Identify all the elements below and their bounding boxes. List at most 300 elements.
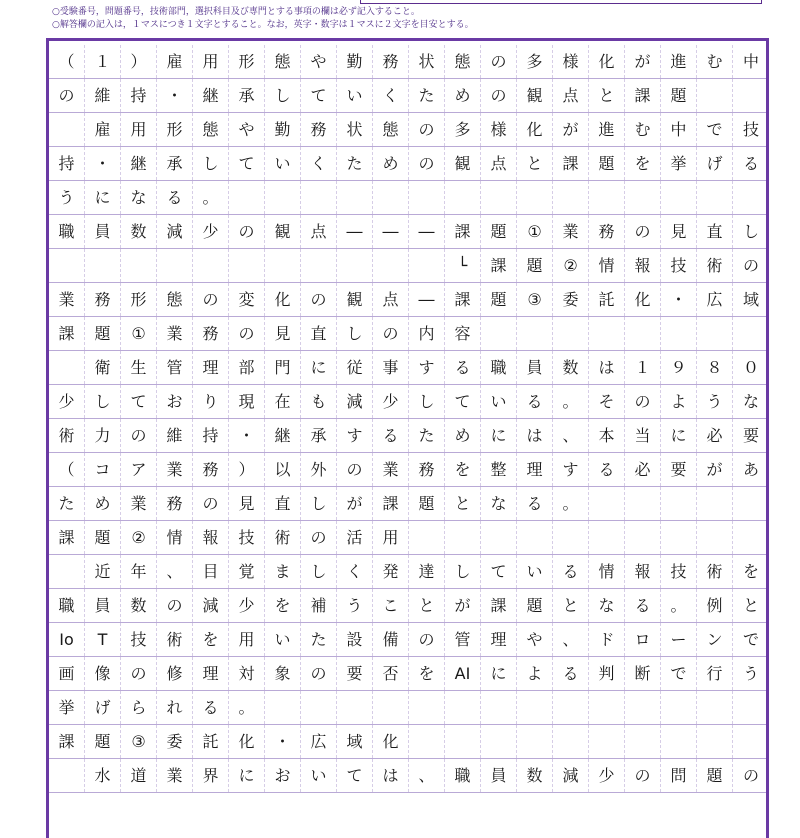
grid-cell: 題 (85, 317, 121, 350)
grid-cell: 維 (85, 79, 121, 112)
grid-cell: 点 (553, 79, 589, 112)
grid-cell (409, 521, 445, 554)
grid-cell (481, 317, 517, 350)
grid-cell: た (409, 419, 445, 452)
header-entry-box (360, 0, 762, 4)
grid-cell: ― (409, 215, 445, 248)
grid-cell (733, 725, 769, 758)
grid-cell: 題 (517, 589, 553, 622)
grid-cell: 中 (661, 113, 697, 146)
grid-cell: 修 (157, 657, 193, 690)
grid-cell: を (742, 561, 759, 581)
grid-cell (553, 691, 589, 724)
grid-cell: の (481, 79, 517, 112)
grid-cell: 画 (49, 657, 85, 690)
grid-cell: い (265, 147, 301, 180)
grid-cell: 多 (517, 45, 553, 78)
grid-row (49, 181, 769, 215)
grid-cell: 部 (229, 351, 265, 384)
grid-cell: に (301, 351, 337, 384)
grid-cell (265, 181, 301, 214)
grid-cell: 維 (157, 419, 193, 452)
grid-row (49, 351, 769, 385)
grid-cell: 状 (337, 113, 373, 146)
grid-cell (661, 181, 697, 214)
grid-cell: す (409, 351, 445, 384)
grid-cell: 中 (742, 51, 759, 71)
grid-cell: 員 (85, 215, 121, 248)
grid-cell: 題 (85, 725, 121, 758)
grid-cell: を (445, 453, 481, 486)
grid-cell (409, 249, 445, 282)
grid-cell: 化 (265, 283, 301, 316)
grid-cell: ） (229, 453, 265, 486)
grid-cell: 託 (589, 283, 625, 316)
grid-cell: 減 (193, 589, 229, 622)
grid-cell (697, 79, 733, 112)
grid-cell (229, 249, 265, 282)
grid-cell: め (373, 147, 409, 180)
grid-cell: の (742, 255, 759, 275)
grid-cell: 務 (301, 113, 337, 146)
grid-cell (301, 181, 337, 214)
grid-cell: 直 (265, 487, 301, 520)
grid-cell: 数 (121, 215, 157, 248)
grid-cell: し (337, 317, 373, 350)
grid-cell: し (265, 79, 301, 112)
grid-cell (697, 725, 733, 758)
grid-cell: 減 (157, 215, 193, 248)
grid-cell: 委 (157, 725, 193, 758)
grid-cell: 業 (157, 317, 193, 350)
grid-cell: め (445, 419, 481, 452)
grid-cell: 報 (625, 249, 661, 282)
grid-cell: 多 (445, 113, 481, 146)
grid-cell: や (229, 113, 265, 146)
grid-cell: T (85, 623, 121, 656)
grid-cell: 化 (373, 725, 409, 758)
grid-cell: １ (625, 351, 661, 384)
grid-cell: 要 (337, 657, 373, 690)
grid-cell: 雇 (157, 45, 193, 78)
grid-cell: 報 (625, 555, 661, 588)
grid-cell: 理 (517, 453, 553, 486)
grid-cell: 点 (481, 147, 517, 180)
grid-cell: で (661, 657, 697, 690)
grid-cell: な (481, 487, 517, 520)
grid-cell: 。 (661, 589, 697, 622)
grid-row (49, 283, 769, 317)
grid-cell: 業 (49, 283, 85, 316)
grid-cell: 務 (193, 317, 229, 350)
grid-cell (301, 249, 337, 282)
grid-cell: ③ (517, 283, 553, 316)
grid-cell: 変 (229, 283, 265, 316)
grid-cell (625, 691, 661, 724)
grid-cell (517, 691, 553, 724)
grid-cell: 化 (229, 725, 265, 758)
grid-cell: 業 (553, 215, 589, 248)
grid-cell (481, 725, 517, 758)
grid-cell: 形 (121, 283, 157, 316)
grid-cell: と (553, 589, 589, 622)
grid-cell: 、 (553, 623, 589, 656)
grid-cell (481, 181, 517, 214)
grid-cell: 力 (85, 419, 121, 452)
grid-cell: の (409, 623, 445, 656)
grid-cell (589, 181, 625, 214)
grid-cell: 観 (517, 79, 553, 112)
grid-cell: 情 (589, 555, 625, 588)
grid-cell (373, 181, 409, 214)
grid-cell: ９ (661, 351, 697, 384)
grid-cell: 近 (85, 555, 121, 588)
grid-cell: 生 (121, 351, 157, 384)
grid-cell: Io (49, 623, 85, 656)
grid-cell: す (553, 453, 589, 486)
grid-cell: 、 (409, 759, 445, 792)
grid-cell: な (121, 181, 157, 214)
grid-row (49, 317, 769, 351)
grid-cell: を (265, 589, 301, 622)
grid-cell (589, 521, 625, 554)
grid-cell: 承 (157, 147, 193, 180)
grid-cell (661, 725, 697, 758)
grid-cell: 化 (589, 45, 625, 78)
grid-cell: ロ (625, 623, 661, 656)
grid-cell (157, 249, 193, 282)
grid-cell (733, 487, 769, 520)
grid-cell: 題 (661, 79, 697, 112)
grid-cell: 委 (553, 283, 589, 316)
grid-cell: ・ (661, 283, 697, 316)
grid-cell: 見 (229, 487, 265, 520)
grid-cell: 事 (373, 351, 409, 384)
grid-cell: よ (661, 385, 697, 418)
grid-cell: い (517, 555, 553, 588)
grid-cell: る (589, 453, 625, 486)
grid-cell: に (85, 181, 121, 214)
grid-cell: 挙 (49, 691, 85, 724)
grid-cell (229, 181, 265, 214)
grid-cell: お (265, 759, 301, 792)
grid-cell: 員 (517, 351, 553, 384)
grid-cell: が (697, 453, 733, 486)
grid-cell: し (301, 487, 337, 520)
grid-cell: の (742, 765, 759, 785)
grid-cell: 術 (49, 419, 85, 452)
grid-cell: 持 (121, 79, 157, 112)
grid-cell: 様 (481, 113, 517, 146)
grid-cell: 題 (589, 147, 625, 180)
grid-cell: （ (49, 453, 85, 486)
grid-cell: 問 (661, 759, 697, 792)
grid-cell: の (625, 759, 661, 792)
grid-cell: に (661, 419, 697, 452)
grid-cell: 題 (85, 521, 121, 554)
grid-cell: 課 (481, 249, 517, 282)
grid-row (49, 113, 769, 147)
grid-cell: 点 (301, 215, 337, 248)
grid-cell: を (409, 657, 445, 690)
grid-cell: て (337, 759, 373, 792)
grid-cell (553, 317, 589, 350)
grid-cell: 課 (373, 487, 409, 520)
grid-cell: 行 (697, 657, 733, 690)
grid-row (49, 79, 769, 113)
grid-cell: ー (661, 623, 697, 656)
grid-cell: の (193, 487, 229, 520)
grid-cell: い (337, 79, 373, 112)
grid-cell (661, 521, 697, 554)
grid-cell: 務 (373, 45, 409, 78)
grid-cell: 務 (589, 215, 625, 248)
grid-cell: ０ (742, 357, 759, 377)
grid-cell: 雇 (85, 113, 121, 146)
grid-cell: ） (121, 45, 157, 78)
grid-cell (697, 487, 733, 520)
grid-cell: と (409, 589, 445, 622)
grid-cell: の (157, 589, 193, 622)
grid-cell: 観 (337, 283, 373, 316)
grid-cell: る (517, 385, 553, 418)
grid-cell (589, 487, 625, 520)
grid-cell (49, 759, 85, 792)
grid-cell: な (742, 391, 759, 411)
grid-cell: 容 (445, 317, 481, 350)
grid-row (49, 623, 769, 657)
grid-cell: 理 (193, 657, 229, 690)
grid-cell: で (697, 113, 733, 146)
grid-cell: 用 (121, 113, 157, 146)
grid-cell: し (301, 555, 337, 588)
grid-cell: 技 (661, 249, 697, 282)
grid-cell: 要 (742, 425, 759, 445)
grid-cell: 技 (661, 555, 697, 588)
grid-cell: り (193, 385, 229, 418)
grid-cell: あ (742, 459, 759, 479)
grid-cell: ― (373, 215, 409, 248)
grid-cell: と (589, 79, 625, 112)
grid-cell: る (553, 657, 589, 690)
grid-cell (481, 691, 517, 724)
grid-cell: に (481, 657, 517, 690)
grid-cell: 水 (85, 759, 121, 792)
grid-cell: 必 (697, 419, 733, 452)
grid-cell: て (481, 555, 517, 588)
grid-cell (265, 691, 301, 724)
grid-cell: 情 (157, 521, 193, 554)
grid-cell: 題 (697, 759, 733, 792)
grid-cell (373, 249, 409, 282)
grid-cell: 設 (337, 623, 373, 656)
grid-cell: た (337, 147, 373, 180)
grid-cell: の (301, 283, 337, 316)
grid-cell: ま (265, 555, 301, 588)
grid-cell: 少 (229, 589, 265, 622)
grid-cell (625, 725, 661, 758)
grid-cell: 形 (157, 113, 193, 146)
grid-cell (697, 181, 733, 214)
grid-cell: し (193, 147, 229, 180)
grid-cell: 。 (553, 487, 589, 520)
grid-cell: る (445, 351, 481, 384)
grid-cell: る (742, 153, 759, 173)
grid-cell: の (625, 215, 661, 248)
grid-cell: 外 (301, 453, 337, 486)
grid-cell: は (373, 759, 409, 792)
grid-cell: 態 (157, 283, 193, 316)
grid-cell: 用 (373, 521, 409, 554)
grid-cell: な (589, 589, 625, 622)
grid-row (49, 453, 769, 487)
grid-cell: 減 (337, 385, 373, 418)
grid-cell: に (229, 759, 265, 792)
grid-row (49, 691, 769, 725)
grid-cell: の (121, 419, 157, 452)
grid-row (49, 521, 769, 555)
grid-cell (553, 725, 589, 758)
grid-cell: 。 (229, 691, 265, 724)
grid-cell: 数 (517, 759, 553, 792)
grid-cell: が (625, 45, 661, 78)
grid-cell: る (373, 419, 409, 452)
grid-cell: 在 (265, 385, 301, 418)
grid-cell: 勤 (265, 113, 301, 146)
grid-cell: て (301, 79, 337, 112)
grid-cell (517, 521, 553, 554)
grid-cell: └ (445, 249, 481, 282)
grid-cell: も (301, 385, 337, 418)
grid-cell: 化 (517, 113, 553, 146)
grid-cell: と (517, 147, 553, 180)
grid-cell: 覚 (229, 555, 265, 588)
grid-cell (337, 181, 373, 214)
grid-cell: 補 (301, 589, 337, 622)
grid-cell: ・ (229, 419, 265, 452)
grid-cell: 形 (229, 45, 265, 78)
grid-cell (589, 691, 625, 724)
grid-cell: ③ (121, 725, 157, 758)
grid-cell: ド (589, 623, 625, 656)
grid-cell: を (193, 623, 229, 656)
grid-cell (517, 181, 553, 214)
grid-cell: 態 (445, 45, 481, 78)
grid-cell (733, 181, 769, 214)
grid-cell: る (517, 487, 553, 520)
grid-row (49, 419, 769, 453)
grid-cell: 員 (85, 589, 121, 622)
grid-cell: 従 (337, 351, 373, 384)
grid-cell: お (157, 385, 193, 418)
grid-cell (445, 691, 481, 724)
grid-cell (517, 725, 553, 758)
grid-cell: い (481, 385, 517, 418)
grid-cell: 術 (157, 623, 193, 656)
grid-cell: 要 (661, 453, 697, 486)
grid-cell: 課 (625, 79, 661, 112)
grid-cell (49, 113, 85, 146)
grid-cell (733, 79, 769, 112)
answer-sheet (46, 38, 769, 838)
grid-cell: く (337, 555, 373, 588)
grid-cell: の (481, 45, 517, 78)
grid-cell (373, 691, 409, 724)
grid-cell: 術 (697, 249, 733, 282)
grid-cell: 職 (445, 759, 481, 792)
grid-cell (625, 487, 661, 520)
grid-cell (625, 181, 661, 214)
grid-cell: は (517, 419, 553, 452)
grid-cell: 達 (409, 555, 445, 588)
grid-cell: 整 (481, 453, 517, 486)
grid-cell (409, 181, 445, 214)
grid-cell: ② (553, 249, 589, 282)
grid-cell: １ (85, 45, 121, 78)
grid-cell: ・ (85, 147, 121, 180)
grid-cell: 化 (625, 283, 661, 316)
instruction-note-1: ○受験番号，問題番号，技術部門，選択科目及び専門とする事項の欄は必ず記入すること。 (52, 7, 420, 17)
grid-cell: 象 (265, 657, 301, 690)
grid-cell (733, 317, 769, 350)
grid-cell: て (445, 385, 481, 418)
grid-cell (697, 317, 733, 350)
grid-cell: 用 (193, 45, 229, 78)
grid-cell: 年 (121, 555, 157, 588)
grid-cell: 観 (265, 215, 301, 248)
grid-cell: が (337, 487, 373, 520)
grid-cell: 態 (265, 45, 301, 78)
grid-cell: う (337, 589, 373, 622)
grid-cell: よ (517, 657, 553, 690)
grid-cell: 少 (193, 215, 229, 248)
grid-cell (445, 521, 481, 554)
grid-cell (733, 691, 769, 724)
grid-cell: 職 (481, 351, 517, 384)
grid-cell: 対 (229, 657, 265, 690)
grid-cell: 技 (121, 623, 157, 656)
grid-row (49, 725, 769, 759)
grid-cell: 課 (553, 147, 589, 180)
grid-cell: 題 (481, 215, 517, 248)
grid-cell: う (49, 181, 85, 214)
grid-cell: 術 (265, 521, 301, 554)
grid-cell (661, 691, 697, 724)
grid-cell: 見 (265, 317, 301, 350)
grid-row (49, 147, 769, 181)
grid-cell (553, 181, 589, 214)
grid-cell: れ (157, 691, 193, 724)
grid-cell: 課 (49, 317, 85, 350)
grid-cell: し (445, 555, 481, 588)
grid-cell: 承 (301, 419, 337, 452)
grid-cell: 広 (697, 283, 733, 316)
grid-cell: め (85, 487, 121, 520)
grid-cell: で (742, 629, 759, 649)
grid-cell: 。 (193, 181, 229, 214)
grid-cell: や (517, 623, 553, 656)
grid-cell: ② (121, 521, 157, 554)
grid-cell: 進 (661, 45, 697, 78)
grid-cell: げ (85, 691, 121, 724)
grid-cell: 発 (373, 555, 409, 588)
grid-cell: 課 (445, 283, 481, 316)
grid-row (49, 487, 769, 521)
grid-cell: 減 (553, 759, 589, 792)
grid-cell (49, 351, 85, 384)
grid-cell: 業 (157, 759, 193, 792)
grid-cell: し (409, 385, 445, 418)
